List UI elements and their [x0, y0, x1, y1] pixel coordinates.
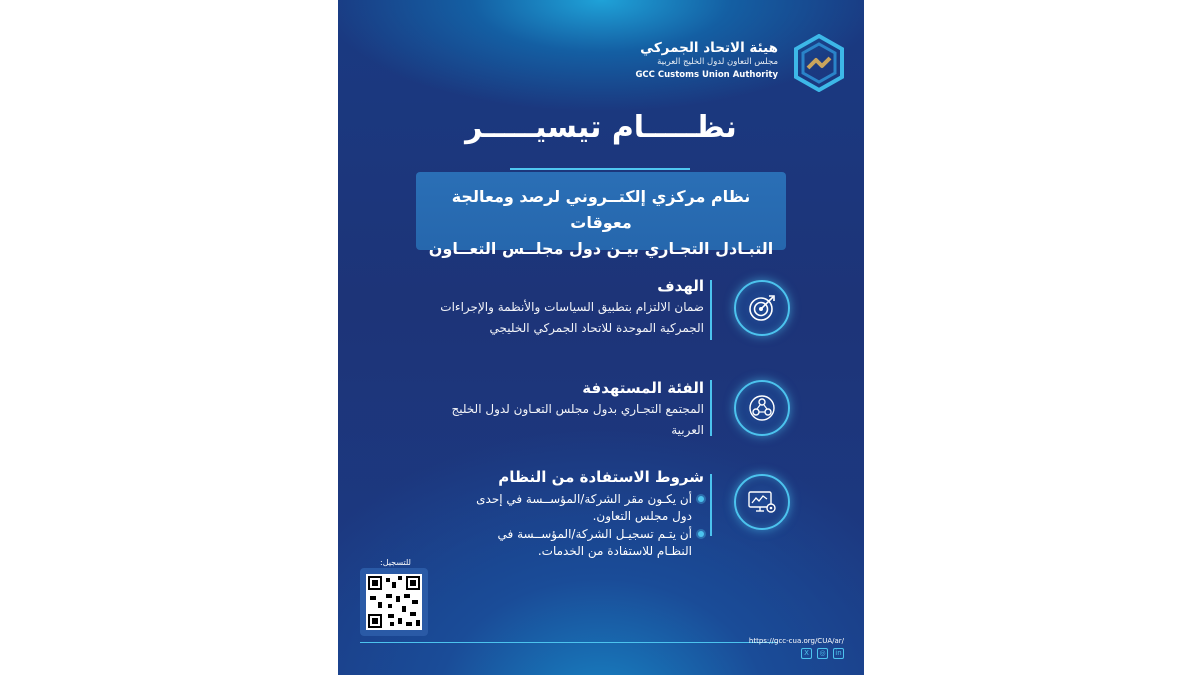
condition-bullet-1: أن يكـون مقر الشركة/المؤســسة في إحدى دول مجلس التعاون.: [464, 491, 704, 525]
gcc-cua-logo-icon: [790, 34, 848, 92]
conditions-section: [338, 470, 864, 570]
org-name-en: GCC Customs Union Authority: [635, 70, 778, 80]
subtitle-box: [416, 172, 786, 258]
qr-code[interactable]: [360, 568, 428, 636]
goal-icon-ring: [734, 280, 790, 336]
goal-text-1: ضمان الالتزام بتطبيق السياسات والأنظمة والإجراءات: [440, 300, 704, 314]
target-divider: [710, 380, 712, 436]
title-underline: [510, 168, 690, 170]
qr-code-icon: [366, 574, 422, 630]
left-margin: [0, 0, 340, 675]
goal-text-2: الجمركية الموحدة للاتحاد الجمركي الخليجي: [489, 321, 704, 335]
goal-heading: الهدف: [657, 277, 704, 295]
condition-bullet-2: أن يتـم تسجيـل الشركة/المؤســسة في النظـام للاستفادة من الخدمات.: [464, 526, 704, 560]
org-subtitle-ar: مجلس التعاون لدول الخليج العربية: [657, 57, 778, 67]
poster: [338, 0, 864, 675]
subtitle-line-1: نظام مركزي إلكتــروني لرصد ومعالجة معوقات: [451, 187, 751, 232]
footer-divider: [360, 642, 778, 643]
people-network-icon: [746, 392, 778, 424]
org-name-ar: هيئة الاتحاد الجمركي: [640, 40, 778, 56]
target-icon-ring: [734, 380, 790, 436]
subtitle-line-2: التبـادل التجـاري بيـن دول مجلــس التعــاون: [428, 239, 774, 258]
social-links: [801, 648, 844, 659]
target-heading: الفئة المستهدفة: [582, 379, 704, 397]
goal-section: [338, 272, 864, 372]
register-label: للتسجيل:: [380, 558, 411, 567]
right-margin: [860, 0, 1200, 675]
page-title: نظـــــام تيسيـــــر: [465, 110, 737, 145]
x-icon[interactable]: X: [801, 648, 812, 659]
target-icon: [746, 292, 778, 324]
conditions-divider: [710, 474, 712, 536]
monitor-gear-icon: [746, 486, 778, 518]
conditions-heading: شروط الاستفادة من النظام: [498, 468, 704, 486]
logo: [635, 34, 848, 94]
target-text-2: العربية: [671, 423, 704, 437]
instagram-icon[interactable]: ◎: [817, 648, 828, 659]
footer-url[interactable]: https://gcc-cua.org/CUA/ar/: [748, 637, 844, 645]
target-section: [338, 372, 864, 472]
conditions-icon-ring: [734, 474, 790, 530]
linkedin-icon[interactable]: in: [833, 648, 844, 659]
target-text-1: المجتمع التجـاري بدول مجلس التعـاون لدول الخليج: [451, 402, 704, 416]
goal-divider: [710, 280, 712, 340]
